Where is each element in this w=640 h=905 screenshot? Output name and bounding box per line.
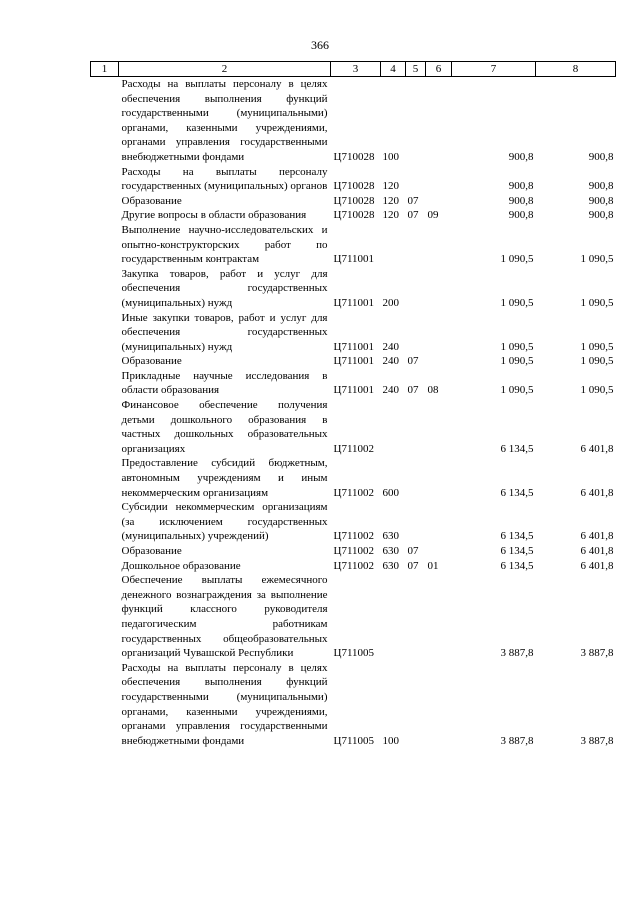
row-amount-1: 1 090,5: [500, 296, 534, 309]
blank-cell: [91, 311, 119, 355]
row-target-code: Ц711002: [333, 442, 375, 455]
row-subsection: [426, 165, 452, 194]
row-amount-2: 3 887,8: [580, 647, 614, 660]
row-amount-1: 3 887,8: [500, 647, 534, 660]
blank-cell: [91, 369, 119, 398]
row-subsection: [426, 398, 452, 456]
row-target-code: Ц711001: [333, 253, 375, 266]
row-expense-type: [381, 398, 406, 456]
header-col-4: 4: [381, 62, 406, 77]
row-subsection: 08: [427, 384, 439, 397]
row-amount-1: 3 887,8: [500, 734, 534, 747]
table-row: [91, 165, 616, 194]
table-row: [91, 456, 616, 500]
row-amount-2: 1 090,5: [580, 355, 614, 368]
row-subsection: [426, 77, 452, 165]
row-expense-type: [381, 223, 406, 267]
row-expense-type: 120: [382, 194, 399, 207]
row-target-code: Ц711001: [333, 355, 375, 368]
row-subsection: [426, 456, 452, 500]
row-amount-2: 900,8: [588, 150, 614, 163]
row-target-code: Ц710028: [333, 180, 375, 193]
row-amount-2: 900,8: [588, 209, 614, 222]
row-amount-1: 900,8: [508, 194, 534, 207]
row-amount-2: 6 401,8: [580, 559, 614, 572]
table-row: [91, 77, 616, 165]
row-amount-2: 6 401,8: [580, 486, 614, 499]
row-section: [406, 165, 426, 194]
blank-cell: [91, 544, 119, 559]
row-amount-2: 1 090,5: [580, 340, 614, 353]
page-number: 366: [311, 38, 329, 52]
row-subsection: [426, 500, 452, 544]
row-subsection: [426, 194, 452, 209]
table-row: [91, 559, 616, 574]
blank-cell: [91, 267, 119, 311]
row-subsection: [426, 311, 452, 355]
row-amount-1: 1 090,5: [500, 253, 534, 266]
row-subsection: [426, 544, 452, 559]
header-col-6: 6: [426, 62, 452, 77]
row-section: [406, 267, 426, 311]
row-target-code: Ц710028: [333, 150, 375, 163]
row-name: Расходы на выплаты персоналу государственных (муниципальных) органов: [121, 165, 328, 193]
row-section: [406, 573, 426, 661]
row-target-code: Ц710028: [333, 209, 375, 222]
row-subsection: 01: [427, 559, 439, 572]
row-amount-1: 6 134,5: [500, 545, 534, 557]
budget-table: [90, 61, 616, 748]
row-amount-1: 1 090,5: [500, 355, 534, 368]
table-row: [91, 544, 616, 559]
row-name: Обеспечение выплаты ежемесячного денежного вознаграждения за выполнение функций классного руководителя педагогическим работникам государственных общеобразовательных организаций Чувашской Республики: [121, 574, 328, 660]
row-name: Предоставление субсидий бюджетным, автономным учреждениям и иным некоммерческим организациям: [121, 457, 328, 499]
row-subsection: [426, 573, 452, 661]
row-section: [406, 500, 426, 544]
blank-cell: [91, 354, 119, 369]
row-section: [406, 456, 426, 500]
row-amount-1: 900,8: [508, 150, 534, 163]
row-amount-2: 900,8: [588, 180, 614, 193]
row-name: Субсидии некоммерческим организациям (за исключением государственных (муниципальных) учреждений): [121, 501, 328, 543]
row-name: Образование: [121, 545, 182, 557]
row-expense-type: 100: [382, 734, 399, 747]
header-col-3: 3: [331, 62, 381, 77]
row-expense-type: 100: [382, 150, 399, 163]
table-row: [91, 223, 616, 267]
row-target-code: Ц711001: [333, 384, 375, 397]
row-section: 07: [407, 384, 419, 397]
table-body: [91, 77, 616, 749]
row-expense-type: 630: [382, 530, 399, 543]
row-section: [406, 311, 426, 355]
blank-cell: [91, 559, 119, 574]
row-section: 07: [407, 194, 419, 207]
row-amount-1: 6 134,5: [500, 442, 534, 455]
row-amount-1: 900,8: [508, 209, 534, 222]
row-expense-type: 600: [382, 486, 399, 499]
row-amount-2: 6 401,8: [580, 442, 614, 455]
table-row: [91, 500, 616, 544]
row-name: Выполнение научно-исследовательских и опытно-конструкторских работ по государственным контрактам: [121, 223, 328, 266]
row-section: [406, 223, 426, 267]
row-target-code: Ц711002: [333, 545, 375, 557]
row-name: Финансовое обеспечение получения детьми дошкольного образования в частных дошкольных образовательных организациях: [121, 399, 328, 455]
row-expense-type: 240: [382, 340, 399, 353]
row-amount-1: 1 090,5: [500, 340, 534, 353]
row-amount-1: 900,8: [508, 180, 534, 193]
row-expense-type: 240: [382, 384, 399, 397]
row-target-code: Ц711002: [333, 486, 375, 499]
row-amount-2: 1 090,5: [580, 384, 614, 397]
row-amount-2: 6 401,8: [580, 545, 614, 557]
blank-cell: [91, 398, 119, 456]
row-section: [406, 77, 426, 165]
row-name: Образование: [121, 194, 182, 207]
row-section: 07: [407, 209, 419, 222]
table-row: [91, 661, 616, 749]
row-expense-type: 120: [382, 209, 399, 222]
row-subsection: [426, 223, 452, 267]
row-expense-type: 240: [382, 355, 399, 368]
row-amount-2: 1 090,5: [580, 253, 614, 266]
row-amount-2: 6 401,8: [580, 530, 614, 543]
header-col-5: 5: [406, 62, 426, 77]
row-section: 07: [407, 559, 419, 572]
row-target-code: Ц711002: [333, 530, 375, 543]
blank-cell: [91, 208, 119, 223]
row-name: Расходы на выплаты персоналу в целях обеспечения выполнения функций государственными (муниципальными) органами, казенными учреждениями, органами управления государственными внебюджетными фондами: [121, 661, 328, 747]
header-col-1: 1: [91, 62, 119, 77]
blank-cell: [91, 573, 119, 661]
row-section: [406, 398, 426, 456]
row-subsection: [426, 661, 452, 749]
row-amount-1: 6 134,5: [500, 530, 534, 543]
row-target-code: Ц711001: [333, 340, 375, 353]
row-name: Дошкольное образование: [121, 559, 241, 572]
table-row: [91, 354, 616, 369]
row-section: 07: [407, 545, 419, 557]
blank-cell: [91, 500, 119, 544]
row-name: Прикладные научные исследования в области образования: [121, 369, 328, 397]
row-subsection: 09: [427, 209, 439, 222]
row-name: Образование: [121, 355, 182, 368]
table-row: [91, 369, 616, 398]
row-name: Иные закупки товаров, работ и услуг для обеспечения государственных (муниципальных) нужд: [121, 311, 328, 353]
table-row: [91, 398, 616, 456]
header-col-7: 7: [452, 62, 536, 77]
table-row: [91, 267, 616, 311]
row-name: Другие вопросы в области образования: [121, 209, 307, 222]
row-amount-2: 900,8: [588, 194, 614, 207]
row-amount-1: 1 090,5: [500, 384, 534, 397]
table-row: [91, 208, 616, 223]
blank-cell: [91, 165, 119, 194]
row-section: [406, 661, 426, 749]
blank-cell: [91, 194, 119, 209]
row-expense-type: 200: [382, 296, 399, 309]
blank-cell: [91, 661, 119, 749]
blank-cell: [91, 223, 119, 267]
header-row: [91, 62, 616, 77]
header-col-8: 8: [536, 62, 616, 77]
row-target-code: Ц711005: [333, 647, 375, 660]
table-row: [91, 573, 616, 661]
row-target-code: Ц711002: [333, 559, 375, 572]
row-amount-2: 1 090,5: [580, 296, 614, 309]
blank-cell: [91, 77, 119, 165]
row-target-code: Ц711001: [333, 296, 375, 309]
row-expense-type: [381, 573, 406, 661]
row-subsection: [426, 267, 452, 311]
row-target-code: Ц711005: [333, 734, 375, 747]
row-target-code: Ц710028: [333, 194, 375, 207]
row-expense-type: 630: [382, 559, 399, 572]
row-section: 07: [407, 355, 419, 368]
header-col-2: 2: [119, 62, 331, 77]
row-expense-type: 630: [382, 545, 399, 557]
blank-cell: [91, 456, 119, 500]
row-name: Расходы на выплаты персоналу в целях обеспечения выполнения функций государственными (муниципальными) органами, казенными учреждениями, органами управления государственными внебюджетными фондами: [121, 78, 328, 163]
row-expense-type: 120: [382, 180, 399, 193]
row-subsection: [426, 354, 452, 369]
table-row: [91, 311, 616, 355]
row-name: Закупка товаров, работ и услуг для обеспечения государственных (муниципальных) нужд: [121, 267, 328, 309]
row-amount-2: 3 887,8: [580, 734, 614, 747]
row-amount-1: 6 134,5: [500, 559, 534, 572]
table-row: [91, 194, 616, 209]
row-amount-1: 6 134,5: [500, 486, 534, 499]
